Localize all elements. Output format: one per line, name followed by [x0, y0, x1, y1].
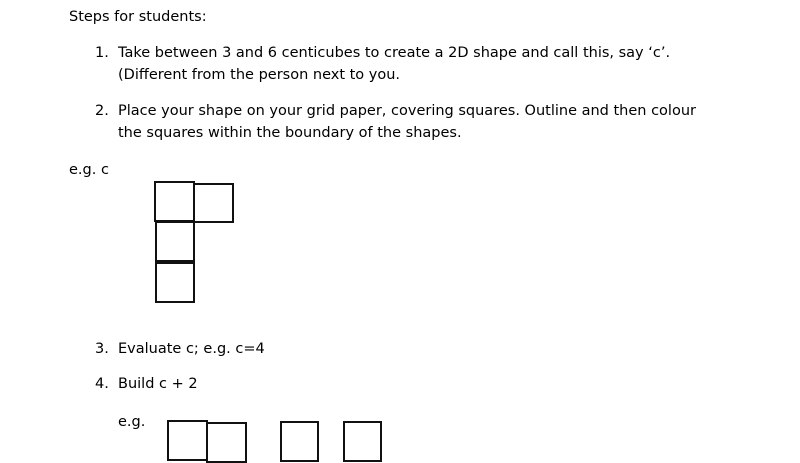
- step-4-number: 4.: [95, 376, 109, 392]
- example-2-label: e.g.: [118, 414, 146, 430]
- heading: Steps for students:: [69, 9, 207, 25]
- cube-square: [154, 181, 195, 222]
- cube-square: [280, 421, 319, 462]
- step-1-line-1: Take between 3 and 6 centicubes to create a 2D shape and call this, say ‘c’.: [118, 45, 671, 61]
- cube-square: [167, 420, 208, 461]
- step-2-line-2: the squares within the boundary of the shapes.: [118, 125, 462, 141]
- step-2-line-1: Place your shape on your grid paper, covering squares. Outline and then colour: [118, 103, 696, 119]
- step-4-line-1: Build c + 2: [118, 376, 198, 392]
- step-3-number: 3.: [95, 341, 109, 357]
- cube-square: [193, 183, 234, 223]
- step-2-number: 2.: [95, 103, 109, 119]
- cube-square: [343, 421, 382, 462]
- step-1-line-2: (Different from the person next to you.: [118, 67, 401, 83]
- step-3-line-1: Evaluate c; e.g. c=4: [118, 341, 265, 357]
- cube-square: [155, 221, 195, 262]
- example-1-label: e.g. c: [69, 162, 109, 178]
- cube-square: [155, 262, 195, 303]
- cube-square: [206, 422, 247, 463]
- step-1-number: 1.: [95, 45, 109, 61]
